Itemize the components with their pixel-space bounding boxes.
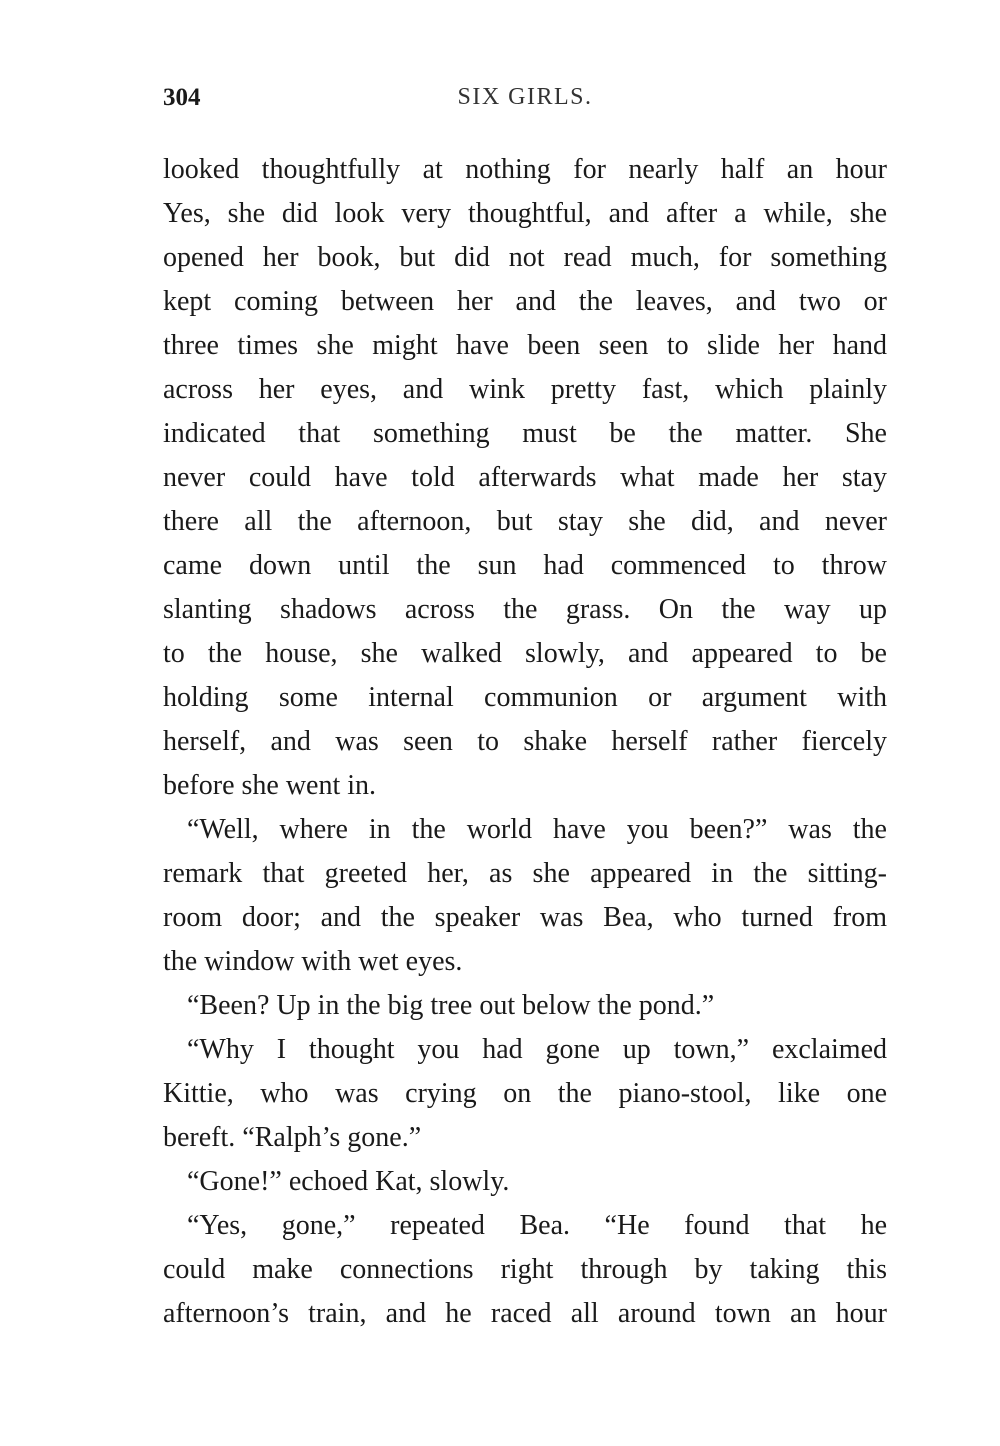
text-line: “Gone!” echoed Kat, slowly. — [187, 1166, 510, 1197]
page-number: 304 — [163, 84, 201, 111]
text-line: “Been? Up in the big tree out below the pond.” — [187, 990, 715, 1021]
text-line: Kittie, who was crying on the piano-stool, like one — [163, 1078, 887, 1109]
text-line: remark that greeted her, as she appeared in the sitting- — [163, 858, 887, 889]
text-line: could make connections right through by taking this — [163, 1254, 887, 1285]
text-line: herself, and was seen to shake herself rather fiercely — [163, 726, 887, 757]
text-line: three times she might have been seen to slide her hand — [163, 330, 887, 361]
text-line: afternoon’s train, and he raced all around town an hour — [163, 1298, 887, 1329]
text-line: room door; and the speaker was Bea, who turned from — [163, 902, 887, 933]
body-text — [163, 148, 887, 1336]
text-line: the window with wet eyes. — [163, 946, 463, 977]
text-line: opened her book, but did not read much, for something — [163, 242, 887, 273]
text-line: “Yes, gone,” repeated Bea. “He found that he — [187, 1210, 887, 1241]
text-line: Yes, she did look very thoughtful, and after a while, she — [163, 198, 887, 229]
text-line: bereft. “Ralph’s gone.” — [163, 1122, 422, 1153]
text-line: kept coming between her and the leaves, and two or — [163, 286, 887, 317]
text-line: looked thoughtfully at nothing for nearly half an hour — [163, 154, 887, 185]
running-head — [163, 84, 887, 118]
text-line: before she went in. — [163, 770, 377, 801]
text-line: never could have told afterwards what made her stay — [163, 462, 887, 493]
text-line: came down until the sun had commenced to throw — [163, 550, 887, 581]
text-line: indicated that something must be the matter. She — [163, 418, 887, 449]
text-line: across her eyes, and wink pretty fast, which plainly — [163, 374, 887, 405]
text-line: “Well, where in the world have you been?” was the — [187, 814, 887, 845]
text-line: slanting shadows across the grass. On the way up — [163, 594, 887, 625]
text-line: there all the afternoon, but stay she did, and never — [163, 506, 887, 537]
running-title: SIX GIRLS. — [457, 84, 593, 110]
text-line: to the house, she walked slowly, and appeared to be — [163, 638, 887, 669]
text-line: “Why I thought you had gone up town,” exclaimed — [187, 1034, 887, 1065]
text-line: holding some internal communion or argument with — [163, 682, 887, 713]
